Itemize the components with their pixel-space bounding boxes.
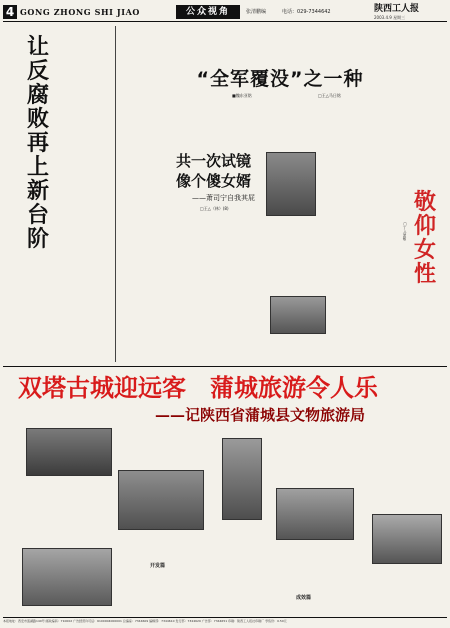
left-title-char: 台 (26, 203, 49, 228)
left-title-char: 新 (26, 179, 49, 204)
middle-headline-line2: 像个傻女婿 (176, 172, 252, 190)
right-title-char: 敬 (413, 189, 436, 215)
left-title-char: 让 (26, 35, 49, 60)
center-article-title: “全军覆没”之一种 (196, 68, 364, 90)
left-title-char: 腐 (26, 83, 49, 108)
middle-headline-line1: 共一次试镜 (176, 152, 252, 170)
calligraphy-photo (118, 470, 204, 530)
center-article-body (196, 100, 444, 150)
right-title-char: 仰 (413, 213, 436, 239)
center-article-right-text (366, 64, 444, 100)
phone-number: 电话：029-7344642 (282, 9, 331, 15)
center-article-byline: ■魏东亚铭 (232, 93, 252, 98)
monument-photo (222, 438, 262, 520)
bottom-article-col4 (268, 426, 356, 486)
right-article-col2 (402, 290, 444, 360)
footer-info: 本报地址：西安市莲湖路140号 邮政编码：710002 广告经营许可证：6100004000001 总编室：7344609 编辑部：7344610 发行部：7344629 广告部：7344651 印刷：陕西工人报社印刷厂 零售价：0.50元 (3, 619, 287, 623)
middle-article-body (176, 218, 268, 360)
right-article-byline: □丁△萧敏 (403, 222, 407, 241)
right-title-char: 性 (413, 261, 436, 287)
photo-caption (20, 478, 114, 492)
left-title-char: 反 (26, 59, 49, 84)
group-photo (270, 296, 326, 334)
left-article-col3 (58, 260, 118, 360)
bottom-article-subtitle: ——记陕西省蒲城县文物旅游局 (154, 406, 365, 424)
middle-article-body-2 (270, 218, 328, 360)
bottom-caption-right: 成效篇 (296, 595, 312, 601)
left-title-char: 阶 (26, 227, 49, 252)
bottom-article-col2b (118, 572, 206, 614)
issue-date: 2003.4.9 星期三 (374, 15, 406, 20)
left-title-char: 败 (26, 107, 49, 132)
official-photo (26, 428, 112, 476)
right-title-char: 女 (413, 237, 436, 263)
middle-article-left-col (118, 152, 174, 360)
temple-photo (372, 514, 442, 564)
section-title: 公众视角 (176, 5, 240, 19)
section-pinyin: GONG ZHONG SHI JIAO (20, 7, 140, 17)
left-article-title (22, 36, 54, 252)
landscape-photo (22, 548, 112, 606)
bottom-article-rule (3, 366, 447, 367)
header-rule (3, 21, 447, 22)
left-title-char: 上 (26, 155, 49, 180)
left-title-char: 再 (26, 131, 49, 156)
left-article-col2 (4, 260, 54, 360)
bottom-article-col5 (358, 426, 446, 512)
column-divider (115, 26, 116, 362)
center-article-byline-2: □王△马日铭 (318, 93, 341, 98)
center-article-left-text (118, 64, 192, 150)
right-article-col1 (330, 204, 402, 360)
middle-subhead: ——萧司宁自我其屁 (192, 194, 255, 202)
footer-rule (3, 617, 447, 618)
portrait-photo (266, 152, 316, 216)
bottom-article-col4b (268, 542, 356, 594)
editor-label: 张清鹏编 (246, 9, 267, 15)
page-number: 4 (3, 5, 17, 19)
middle-byline: □王△（林）(8) (200, 206, 229, 211)
paper-name: 陕西工人报 (374, 4, 420, 14)
bottom-caption-left: 开发篇 (150, 563, 166, 569)
center-article-text-top (118, 26, 444, 64)
bottom-article-col1 (18, 494, 114, 546)
crowd-photo (276, 488, 354, 540)
right-article-title (410, 190, 440, 286)
bottom-article-title: 双塔古城迎远客 蒲城旅游令人乐 (18, 374, 378, 402)
bottom-article-col5b (358, 566, 446, 614)
